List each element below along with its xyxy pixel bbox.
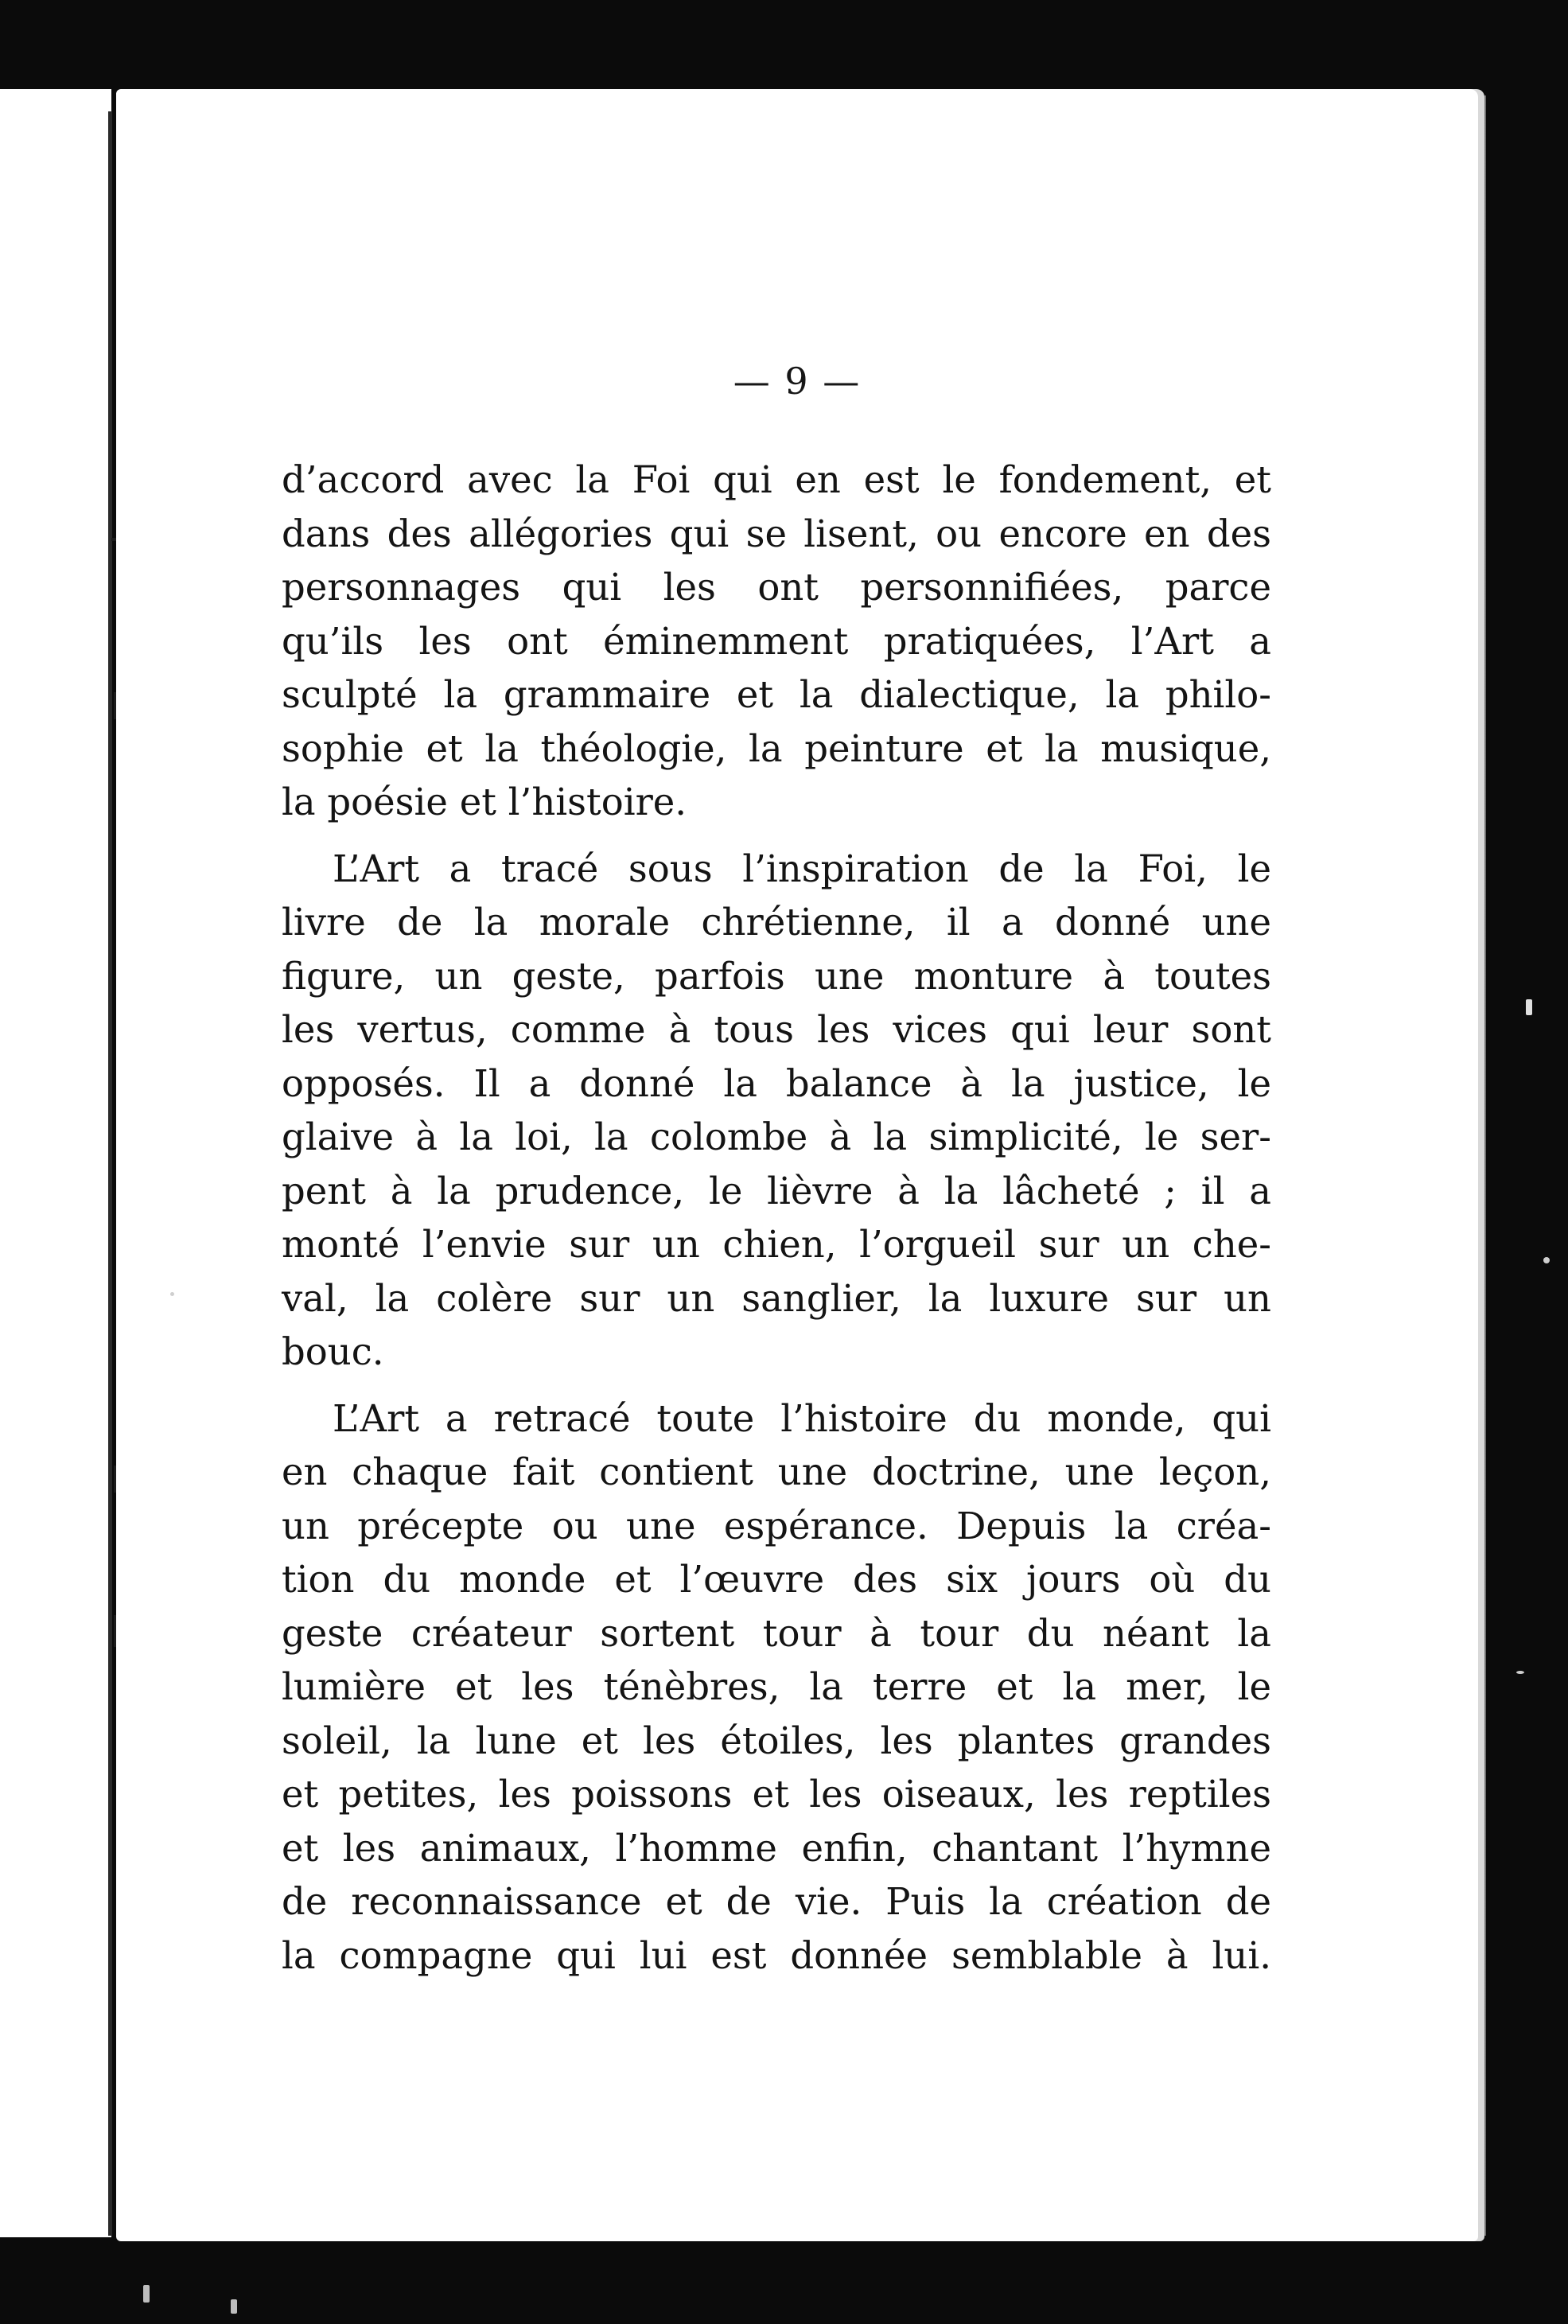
scan-speck bbox=[1526, 999, 1532, 1015]
text-line: val, la colère sur un sanglier, la luxure sur un bbox=[282, 1276, 1271, 1320]
text-line: figure, un geste, parfois une monture à toutes bbox=[282, 954, 1271, 998]
text-line: d’accord avec la Foi qui en est le fondement, et bbox=[282, 458, 1271, 501]
text-line: opposés. Il a donné la balance à la justice, le bbox=[282, 1061, 1271, 1105]
page-number: — 9 — bbox=[733, 360, 862, 403]
paragraph-2 bbox=[282, 843, 1271, 1380]
book-page bbox=[116, 89, 1478, 2241]
text-line: la poésie et l’histoire. bbox=[282, 781, 687, 823]
text-line: et petites, les poissons et les oiseaux, les reptiles bbox=[282, 1773, 1271, 1816]
text-line: tion du monde et l’œuvre des six jours où du bbox=[282, 1558, 1271, 1601]
scan-speck bbox=[170, 1292, 174, 1296]
text-line: personnages qui les ont personnifiées, parce bbox=[282, 566, 1271, 609]
text-line: soleil, la lune et les étoiles, les plantes grandes bbox=[282, 1719, 1271, 1762]
text-line: monté l’envie sur un chien, l’orgueil sur un che- bbox=[282, 1223, 1271, 1266]
text-line: pent à la prudence, le lièvre à la lâcheté ; il a bbox=[282, 1169, 1271, 1213]
text-line: bouc. bbox=[282, 1330, 384, 1373]
text-line: qu’ils les ont éminemment pratiquées, l’Art a bbox=[282, 619, 1271, 663]
paragraph-3 bbox=[282, 1392, 1271, 1983]
scan-speck bbox=[143, 2285, 150, 2303]
scan-speck bbox=[231, 2299, 237, 2314]
text-line: sculpté la grammaire et la dialectique, la philo- bbox=[282, 673, 1271, 716]
body-text bbox=[282, 454, 1271, 1983]
text-line: dans des allégories qui se lisent, ou encore en des bbox=[282, 512, 1271, 555]
text-line: geste créateur sortent tour à tour du néant la bbox=[282, 1611, 1271, 1655]
left-page-gutter bbox=[108, 111, 112, 2236]
text-line: L’Art a retracé toute l’histoire du monde, qui bbox=[333, 1396, 1271, 1440]
text-line: et les animaux, l’homme enfin, chantant l’hymne bbox=[282, 1826, 1271, 1870]
text-line: en chaque fait contient une doctrine, une leçon, bbox=[282, 1450, 1271, 1493]
text-line: glaive à la loi, la colombe à la simplicité, le ser- bbox=[282, 1115, 1271, 1158]
text-line: de reconnaissance et de vie. Puis la création de bbox=[282, 1880, 1271, 1923]
text-line: la compagne qui lui est donnée semblable à lui. bbox=[282, 1933, 1271, 1977]
text-line: sophie et la théologie, la peinture et la musique, bbox=[282, 726, 1271, 770]
text-line: livre de la morale chrétienne, il a donné une bbox=[282, 901, 1271, 944]
scan-speck bbox=[1516, 1671, 1524, 1674]
left-page-edge bbox=[0, 89, 111, 2237]
text-line: les vertus, comme à tous les vices qui leur sont bbox=[282, 1008, 1271, 1051]
paragraph-1 bbox=[282, 454, 1271, 830]
scan-speck bbox=[1543, 1257, 1550, 1263]
text-line: un précepte ou une espérance. Depuis la créa- bbox=[282, 1504, 1271, 1547]
text-line: lumière et les ténèbres, la terre et la mer, le bbox=[282, 1665, 1271, 1708]
text-line: L’Art a tracé sous l’inspiration de la Foi, le bbox=[333, 847, 1271, 890]
